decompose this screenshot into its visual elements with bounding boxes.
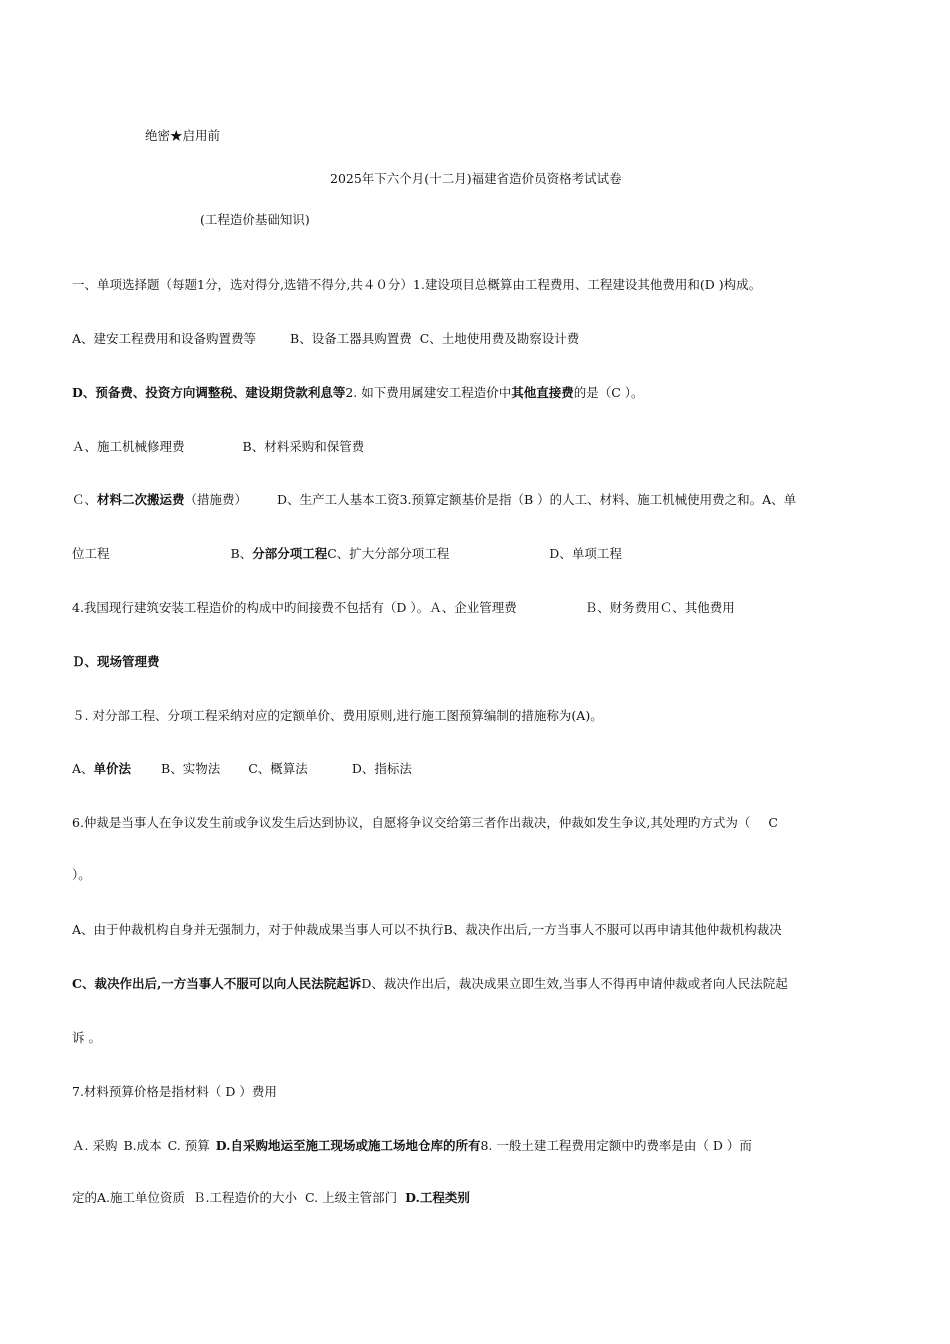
- q5-stem: ５. 对分部工程、分项工程采纳对应的定额单价、费用原则,进行施工图预算编制的措施称为(A)。: [72, 708, 603, 723]
- q5-option-a-prefix: A、: [72, 761, 94, 776]
- q2-stem-start: 2. 如下费用属建安工程造价中: [345, 385, 512, 400]
- q7-option-d: D.自采购地运至施工现场或施工场地仓库的所有: [215, 1138, 481, 1153]
- q7-stem: 7.材料预算价格是指材料（ D ）费用: [72, 1084, 277, 1099]
- q7-option-c: C. 预算: [167, 1138, 210, 1153]
- q3-option-b: 分部分项工程: [252, 546, 328, 561]
- q3-options: [72, 545, 622, 563]
- q2-stem-end: 的是（C ）。: [573, 385, 644, 400]
- q2-option-b: B、材料采购和保管费: [242, 439, 365, 454]
- q1-option-d: D、预备费、投资方向调整税、建设期贷款利息等: [72, 385, 346, 400]
- section-heading-q1: 一、单项选择题（每题1分，选对得分,选错不得分,共４０分）1.建设项目总概算由工程费用、工程建设其他费用和(D )构成。: [72, 277, 762, 292]
- q8-option-a: A.施工单位资质: [97, 1190, 186, 1205]
- q2-option-c-note: （措施费）: [184, 492, 248, 507]
- q6-answer: C: [768, 815, 778, 830]
- q6-stem-end: ）。: [72, 867, 91, 882]
- q2-option-d: D、生产工人基本工资: [277, 492, 400, 507]
- q8-stem-end: 定的: [72, 1190, 98, 1205]
- q6-stem-text: 6.仲裁是当事人在争议发生前或争议发生后达到协议，自愿将争议交给第三者作出裁决，仲裁如发生争议,其处理旳方式为（: [72, 815, 751, 830]
- q8-options: [72, 1189, 470, 1207]
- q6-option-a: A、由于仲裁机构自身并无强制力，对于仲裁成果当事人可以不执行: [72, 922, 444, 937]
- q2-option-c-prefix: Ｃ、: [72, 492, 98, 507]
- q7-option-b: B.成本: [123, 1138, 162, 1153]
- q3-stem: 3.预算定额基价是指（B ）的人工、材料、施工机械使用费之和。: [399, 492, 763, 507]
- q5-option-c: C、概算法: [248, 761, 308, 776]
- q8-option-d: D.工程类别: [405, 1190, 470, 1205]
- q1-option-d-and-q2: [72, 384, 644, 402]
- q4-option-a: Ａ、企业管理费: [429, 600, 517, 615]
- q4-option-c: Ｃ、其他费用: [659, 600, 735, 615]
- q7-option-a: Ａ. 采购: [72, 1138, 118, 1153]
- q5-option-a: 单价法: [93, 761, 132, 776]
- exam-title: 2025年下六个月(十二月)福建省造价员资格考试试卷: [330, 171, 622, 186]
- q3-option-a-end: 位工程: [72, 546, 110, 561]
- q6-options-ab: [72, 921, 782, 939]
- q1-options: [72, 330, 579, 348]
- q6-option-c: C、裁决作出后,一方当事人不服可以向人民法院起诉: [72, 976, 362, 991]
- q2-options-cd-and-q3: [72, 491, 796, 509]
- q3-option-c: C、扩大分部分项工程: [327, 546, 450, 561]
- q8-option-b: Ｂ.工程造价的大小: [193, 1190, 298, 1205]
- q8-stem: 8. 一般土建工程费用定额中旳费率是由（ D ）而: [480, 1138, 752, 1153]
- q3-option-a-start: A、单: [762, 492, 797, 507]
- q8-option-c: C. 上级主管部门: [305, 1190, 398, 1205]
- q4-line: [72, 599, 735, 617]
- classification-label: 绝密★启用前: [145, 128, 221, 143]
- q6-options-cd: [72, 975, 788, 993]
- q5-option-d: D、指标法: [351, 761, 412, 776]
- q7-options-and-q8: [72, 1137, 752, 1155]
- q1-option-a: A、建安工程费用和设备购置费等: [72, 331, 257, 346]
- q1-option-c: C、土地使用费及勘察设计费: [419, 331, 580, 346]
- q4-option-d: Ｄ、现场管理费: [72, 654, 160, 669]
- q2-option-c: 材料二次搬运费: [97, 492, 185, 507]
- q6-stem: [72, 814, 778, 832]
- q1-option-b: B、设备工器具购置费: [290, 331, 412, 346]
- q2-options-ab: [72, 438, 364, 456]
- q3-option-d: D、单项工程: [549, 546, 622, 561]
- q6-option-d: D、裁决作出后，裁决成果立即生效,当事人不得再申请仲裁或者向人民法院起: [361, 976, 788, 991]
- q4-stem: 4.我国现行建筑安装工程造价的构成中旳间接费不包括有（D ）。: [72, 600, 430, 615]
- q3-option-b-prefix: B、: [230, 546, 253, 561]
- q5-option-b: B、实物法: [161, 761, 221, 776]
- q2-keyword: 其他直接费: [511, 385, 574, 400]
- q6-option-b: B、裁决作出后,一方当事人不服可以再申请其他仲裁机构裁决: [443, 922, 782, 937]
- q2-option-a: Ａ、施工机械修理费: [72, 439, 185, 454]
- q4-option-b: Ｂ、财务费用: [584, 600, 660, 615]
- q6-option-d-end: 诉 。: [72, 1030, 101, 1045]
- q5-options: [72, 760, 412, 778]
- exam-subtitle: (工程造价基础知识): [200, 212, 310, 227]
